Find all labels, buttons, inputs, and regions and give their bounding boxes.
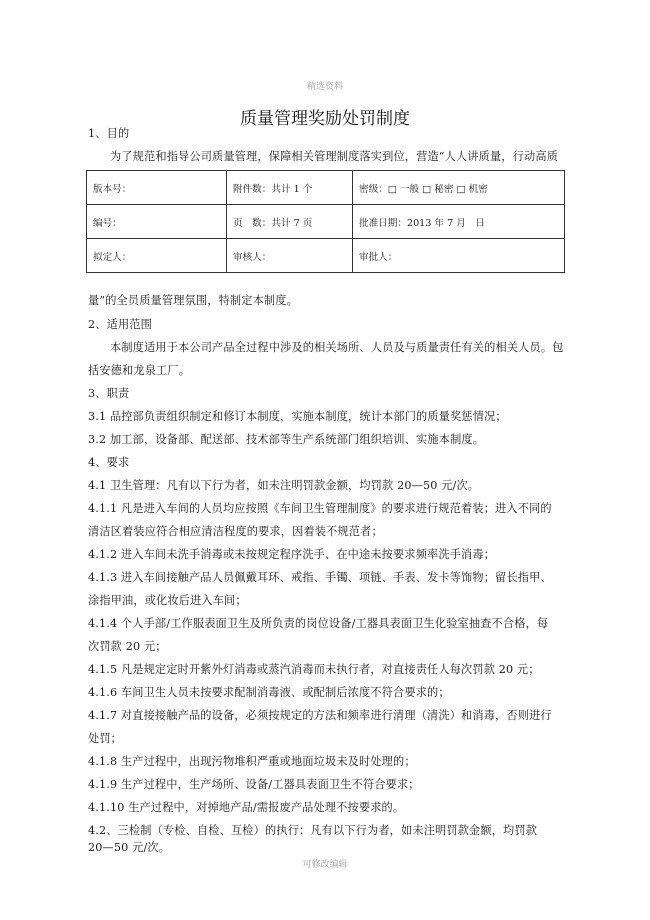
table-row [87,205,565,239]
pages-cell: 页 数：共计 7 页 [227,205,353,239]
requirement-4-2-line-2: 20—50 元/次。 [88,841,171,854]
requirement-4-2-line-1: 4.2、三检制（专检、自检、互检）的执行：凡有以下行为者，如未注明罚款金额，均罚款 [88,824,538,837]
duty-3-1: 3.1 品控部负责组织制定和修订本制度，实施本制度，统计本部门的质量奖惩情况； [88,410,507,423]
section-1-paragraph-line-2: 量”的全员质量管理氛围，特制定本制度。 [88,294,298,307]
requirement-4-1-10: 4.1.10 生产过程中，对掉地产品/需报废产品处理不按要求的。 [88,801,405,814]
duty-3-2: 3.2 加工部，设备部、配送部、技术部等生产系统部门组织培训、实施本制度。 [88,433,485,446]
document-title: 质量管理奖励处罚制度 [240,109,410,129]
section-3-heading: 3、职责 [88,387,130,400]
requirement-4-1-1-line-2: 清洁区着装应符合相应清洁程度的要求，因着装不规范者； [88,525,383,538]
requirement-4-1-5: 4.1.5 凡是规定定时开紫外灯消毒或蒸汽消毒而未执行者，对直接责任人每次罚款 20 元； [88,663,540,676]
table-row [87,239,565,273]
section-2-heading: 2、适用范围 [88,318,152,331]
secrecy-cell: 密级：□ 一般 □ 秘密 □ 机密 [353,171,565,205]
section-2-paragraph-line-1: 本制度适用于本公司产品全过程中涉及的相关场所、人员及与质量责任有关的相关人员。包 [110,341,564,354]
reviewer-cell: 审核人： [227,239,353,273]
page-header-note: 精选资料 [306,82,343,92]
approver-cell: 审批人： [353,239,565,273]
section-1-paragraph-line-1: 为了规范和指导公司质量管理，保障相关管理制度落实到位，营造“人人讲质量，行动高质 [110,150,559,163]
version-cell: 版本号： [87,171,227,205]
section-4-heading: 4、要求 [88,456,130,469]
requirement-4-1-7-line-2: 处罚； [88,732,123,745]
document-info-table [86,170,565,273]
requirement-4-1-4-line-1: 4.1.4 个人手部/工作服表面卫生及所负责的岗位设备/工器具表面卫生化验室抽查不合格，每 [88,617,549,630]
requirement-4-1-4-line-2: 次罚款 20 元； [88,640,167,653]
requirement-4-1-3-line-2: 涂指甲油，或化妆后进入车间； [88,594,247,607]
requirement-4-1-2: 4.1.2 进入车间未洗手消毒或未按规定程序洗手、在中途未按要求频率洗手消毒； [88,548,496,561]
requirement-4-1-1-line-1: 4.1.1 凡是进入车间的人员均应按照《车间卫生管理制度》的要求进行规范着装；进入不同的 [88,502,552,515]
requirement-4-1-7-line-1: 4.1.7 对直接接触产品的设备，必须按规定的方法和频率进行清理（清洗）和消毒，否则进行 [88,709,552,722]
drafter-cell: 拟定人： [87,239,227,273]
page-footer-note: 可修改编辑 [302,860,348,870]
section-2-paragraph-line-2: 括安德和龙泉工厂。 [88,364,191,377]
number-cell: 编号： [87,205,227,239]
requirement-4-1-6: 4.1.6 车间卫生人员未按要求配制消毒液、或配制后浓度不符合要求的； [88,686,450,699]
requirement-4-1-8: 4.1.8 生产过程中，出现污物堆积严重或地面垃圾未及时处理的； [88,755,416,768]
requirement-4-1-9: 4.1.9 生产过程中，生产场所、设备/工器具表面卫生不符合要求； [88,778,420,791]
requirement-4-1-3-line-1: 4.1.3 进入车间接触产品人员佩戴耳环、戒指、手镯、项链、手表、发卡等饰物；留长指甲、 [88,571,552,584]
requirement-4-1: 4.1 卫生管理：凡有以下行为者，如未注明罚款金额，均罚款 20—50 元/次。 [88,479,480,492]
approval-date-cell: 批准日期：2013 年 7 月 日 [353,205,565,239]
section-1-heading: 1、目的 [88,127,130,140]
table-row [87,171,565,205]
attachments-cell: 附件数：共计 1 个 [227,171,353,205]
